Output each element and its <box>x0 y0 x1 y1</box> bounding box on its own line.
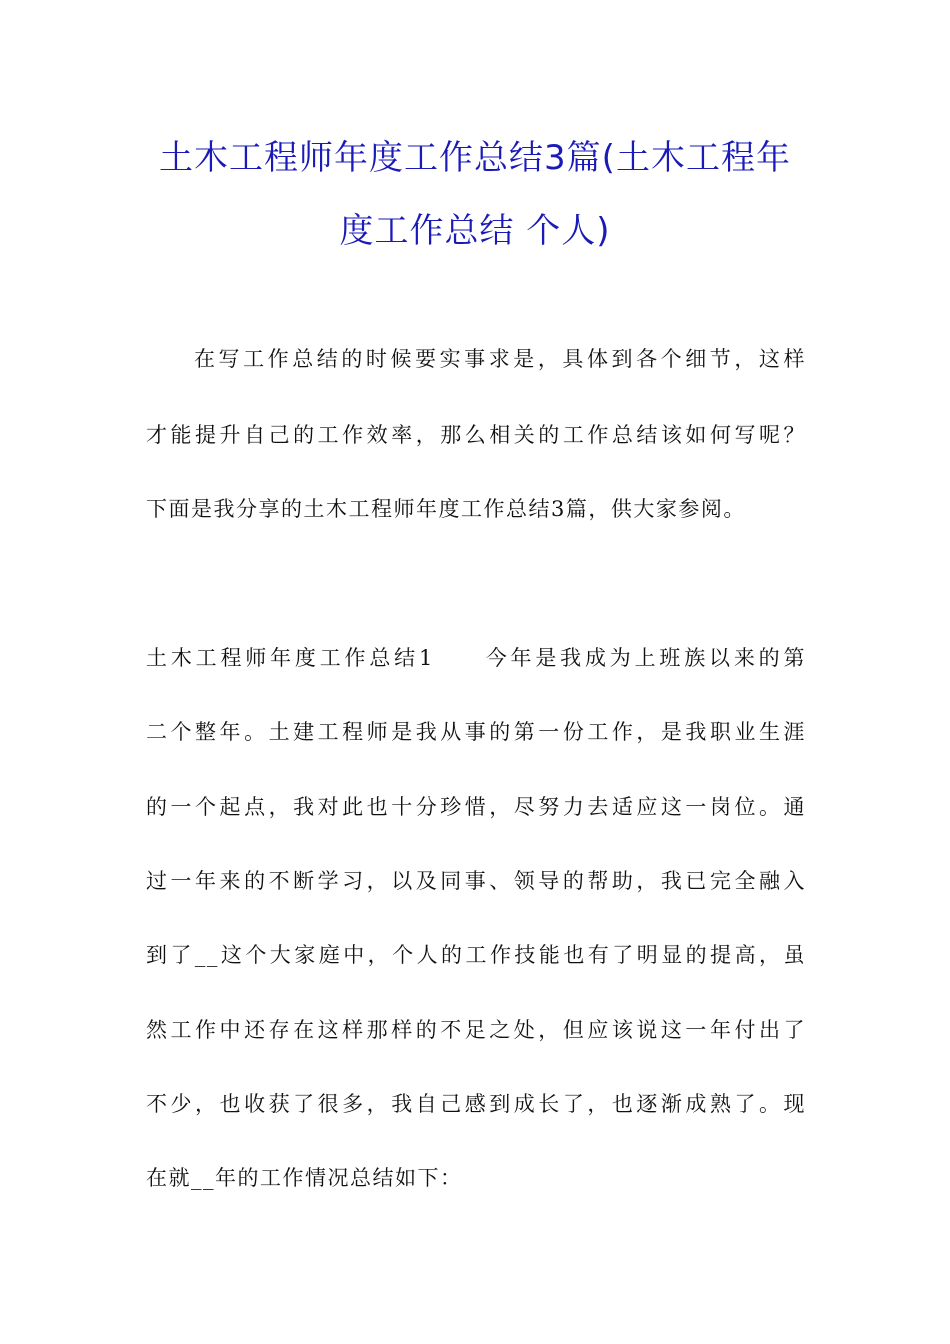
intro-line-1: 在写工作总结的时候要实事求是，具体到各个细节，这样 <box>194 347 806 371</box>
document-title-line-1: 土木工程师年度工作总结3篇(土木工程年 <box>159 138 791 178</box>
section1-line-8: 在就__年的工作情况总结如下： <box>146 1166 463 1190</box>
intro-line-2: 才能提升自己的工作效率，那么相关的工作总结该如何写呢？ <box>146 423 806 447</box>
section1-line-2: 二个整年。土建工程师是我从事的第一份工作，是我职业生涯 <box>146 720 806 744</box>
section1-line-1: 土木工程师年度工作总结1 今年是我成为上班族以来的第 <box>146 646 806 670</box>
section1-line-7: 不少，也收获了很多，我自己感到成长了，也逐渐成熟了。现 <box>146 1092 806 1116</box>
section1-line-6: 然工作中还存在这样那样的不足之处，但应该说这一年付出了 <box>146 1018 806 1042</box>
intro-line-3: 下面是我分享的土木工程师年度工作总结3篇，供大家参阅。 <box>146 497 746 521</box>
section1-line-3: 的一个起点，我对此也十分珍惜，尽努力去适应这一岗位。通 <box>146 795 806 819</box>
section1-line-4: 过一年来的不断学习，以及同事、领导的帮助，我已完全融入 <box>146 869 806 893</box>
section1-line-5: 到了__这个大家庭中，个人的工作技能也有了明显的提高，虽 <box>146 943 806 967</box>
document-title-line-2: 度工作总结 个人) <box>339 211 611 251</box>
